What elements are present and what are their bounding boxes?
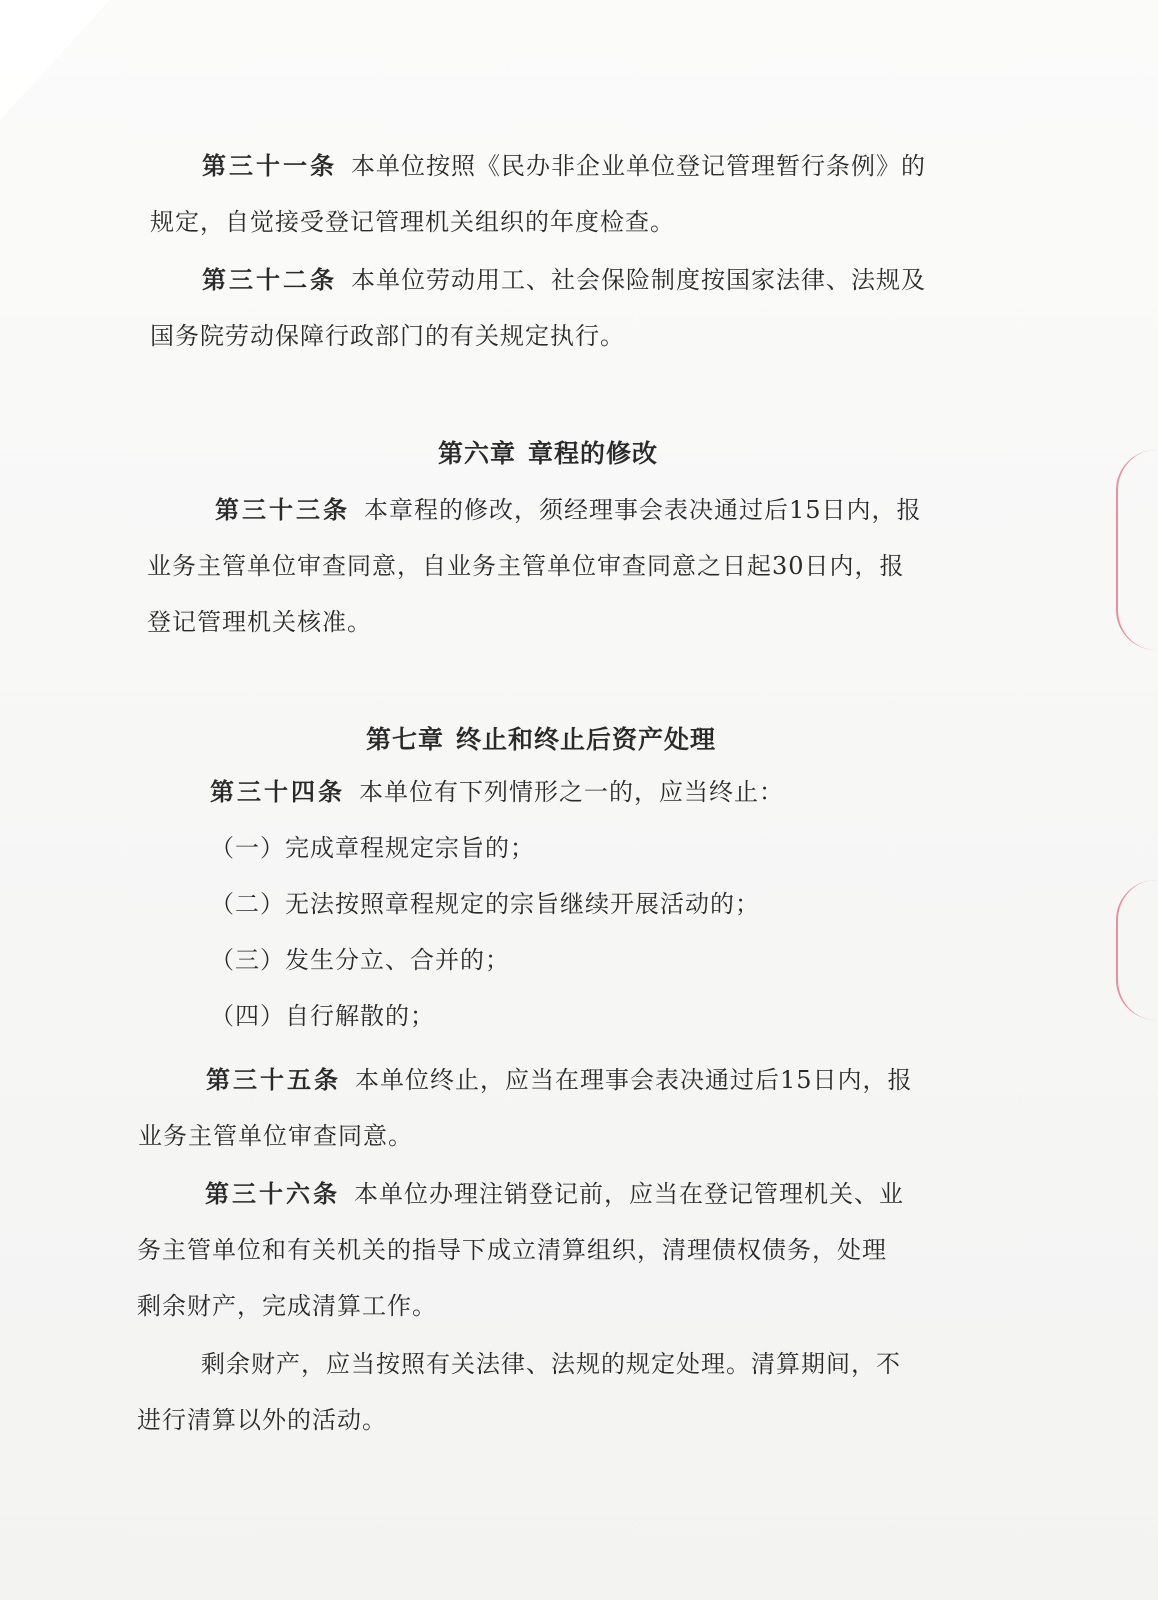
article-35-line-1 xyxy=(138,1052,913,1108)
article-34-item-4: （四）自行解散的； xyxy=(210,1002,435,1030)
folded-corner xyxy=(0,0,110,120)
article-32-title: 第三十二条 xyxy=(202,266,337,294)
article-33-line-2: 业务主管单位审查同意，自业务主管单位审查同意之日起30日内，报 xyxy=(147,552,905,580)
article-36-title: 第三十六条 xyxy=(205,1180,340,1208)
chapter-6-name: 章程的修改 xyxy=(528,439,659,468)
article-32-text-1: 本单位劳动用工、社会保险制度按国家法律、法规及 xyxy=(351,266,926,294)
article-32-line-1 xyxy=(150,252,926,308)
article-31-line-2: 规定，自觉接受登记管理机关组织的年度检查。 xyxy=(150,208,675,236)
article-33-text-1: 本章程的修改，须经理事会表决通过后15日内，报 xyxy=(364,496,922,524)
article-33-title: 第三十三条 xyxy=(215,496,350,524)
article-36-text-1: 本单位办理注销登记前，应当在登记管理机关、业 xyxy=(354,1180,904,1208)
closing-line-2: 进行清算以外的活动。 xyxy=(137,1406,387,1434)
article-34-item-2: （二）无法按照章程规定的宗旨继续开展活动的； xyxy=(210,890,760,918)
closing-line-1: 剩余财产，应当按照有关法律、法规的规定处理。清算期间，不 xyxy=(201,1350,901,1378)
article-31-line-1 xyxy=(150,138,926,194)
closing-paragraph xyxy=(137,1336,901,1448)
article-33-line-3: 登记管理机关核准。 xyxy=(147,608,372,636)
article-31-text-1: 本单位按照《民办非企业单位登记管理暂行条例》的 xyxy=(351,152,926,180)
article-35-line-2: 业务主管单位审查同意。 xyxy=(138,1122,413,1150)
chapter-6-heading xyxy=(438,434,658,470)
article-36-line-1 xyxy=(137,1166,904,1222)
chapter-7-name: 终止和终止后资产处理 xyxy=(456,725,717,754)
chapter-7-heading xyxy=(366,720,716,756)
article-33 xyxy=(147,482,922,650)
article-36-line-2: 务主管单位和有关机关的指导下成立清算组织，清理债权债务，处理 xyxy=(137,1236,887,1264)
article-35 xyxy=(138,1052,913,1164)
article-35-title: 第三十五条 xyxy=(206,1066,341,1094)
chapter-7-number: 第七章 xyxy=(366,725,445,754)
article-34-title: 第三十四条 xyxy=(210,778,345,806)
article-36-line-3: 剩余财产，完成清算工作。 xyxy=(137,1292,437,1320)
seal-stamp-lower xyxy=(1116,880,1158,1020)
article-32 xyxy=(150,252,926,364)
article-34-item-3: （三）发生分立、合并的； xyxy=(210,946,510,974)
article-31 xyxy=(150,138,926,250)
article-34-text-1: 本单位有下列情形之一的，应当终止： xyxy=(359,778,784,806)
article-34 xyxy=(210,764,784,1044)
article-31-title: 第三十一条 xyxy=(202,152,337,180)
chapter-6-number: 第六章 xyxy=(438,439,517,468)
article-35-text-1: 本单位终止，应当在理事会表决通过后15日内，报 xyxy=(355,1066,913,1094)
article-34-item-1: （一）完成章程规定宗旨的； xyxy=(210,834,535,862)
seal-stamp-upper xyxy=(1116,450,1158,650)
article-36 xyxy=(137,1166,904,1334)
article-33-line-1 xyxy=(147,482,922,538)
article-34-line-1 xyxy=(210,764,784,820)
article-32-line-2: 国务院劳动保障行政部门的有关规定执行。 xyxy=(150,322,625,350)
